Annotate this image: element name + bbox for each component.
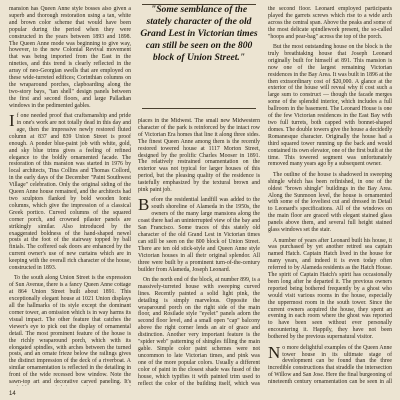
drop-cap-letter: I: [9, 111, 15, 131]
paragraph-text: f one needed proof that craftsmanship and pride in one's work are not totally dead in this day and age, then the impressive newly restored fluted column at 837 and 839 Union Street is proof enough. A ponder blue-paint job with white, gold, and sky blue trims gives a feeling of refined elegance to the boldly ornamented facade. The restoration of this mansion was started in 1976 by local architects, Tina Collins and Thomas Collord, in the early days of the December "Paint Southwest Village" celebration. Only the original siding of the Queen Anne house remained, and the architects had two sculptors flanked by bold wooden Ionic columns, which give the impression of a classical Greek portico. Curved columns of the squared corner porch, and crowned pilaster panels are strikingly similar. Also introduced by the exaggerated boldness of the hand-shaped newel posts at the foot of the stairway topped by ball finials. The coffered oak doors are enhanced by the current owner's use of new curtains which are in keeping with the overall rich character of the house, constructed in 1893.: [9, 113, 131, 272]
paragraph-dropcap: [9, 113, 131, 272]
paragraph-dropcap: [268, 342, 392, 386]
paragraph: On the north end of the block, at number 899, is a massively-turreted house with sweeping curved lines. Recently painted a solid light pink, the detailing is simply marvelous. Opposite the wraparound porch on the right side of the main floor, and Rosilade style "eyelet" panels adorn the second floor level, and a small open "cap" balcony above the right corner lends an air of grace and distinction. Another very important feature is the "spider web" patterning of shingles filling the main gable. Simple color paint schemes were not uncommon to late Victorian times, and pink was one of the more popular colors. Usually a different color of paint in the closest shade was fused of the house, which typifies it with painted trim used to reflect the color of the building itself, which was: [138, 276, 260, 386]
page-number: 14: [9, 391, 16, 397]
drop-cap-letter: N: [268, 342, 281, 362]
paragraph: mansion has Queen Anne style bosses also given a superb and thorough restoration using a tan, white and brown color scheme that would have been popular during the period when they were constructed in the years between 1893 and 1898. The Queen Anne mode was beginning to give way, however, to the new Colonial Revival movement that was being imported from the East in the nineties, and this trend is clearly reflected in the array of neo-Georgian swells that are employed on these wide-turreted edifices; Corinthian columns on the wraparound porches, clapboarding along the two-story bays, "tan shell" design panels between the first and second floors, and large Palladian windows in the pedimented gables.: [9, 6, 131, 109]
article-column-3: [268, 6, 392, 386]
paragraph-text: efore the residential landfill was added to the south shoreline of Alameda in the 1950s, the owners of the many large mansions along the coast there had an uninterrupted view of the bay and San Francisco. Some traces of this stately old character of the old Grand Lest in Victorian times can still be seen on the 800 block of Union Street. There are ten old stick-style and Queen Anne style Victorian houses in all their original splendor. All three were built by a prominent turn-of-the-century builder from Alameda, Joseph Leonard.: [138, 197, 260, 273]
paragraph: To the south along Union Street is the expression of Sun Avenue, there is a fancy Queen Anne cottage at 864 Union Street built about 1891. This exceptionally elegant house at 1021 Union displays all the hallmarks of its style except the dominant corner tower, an omission which is in way harms its visual impact. The other feature that catches the viewer's eye to pick out the display of ornamental detail. The most prominent feature of the house is the richly wraparound porch, which with its elongated spindles, with arches between the turned posts, and an ornate frieze below the railings gives the distinct impression of the deck of a riverboat. A similar ornamentation is reflected in the detailing in front of the wide recessed bow window. Note the sawn-top art and decorative carved paneling. It's: [9, 275, 131, 386]
paragraph-text: o more delightful examples of the Queen Anne tower house in its ultimate stage of development can be found than the three incredible constructions that straddle the intersection of Willow and San Jose. Here the final burgeoning of nineteenth century ornamentation can be seen in all: [268, 344, 392, 386]
paragraph: A number of years after Leonard built his house, it was purchased by yet another retired sea captain named Hatch. Captain Hatch lived in the house for many years, and indeed it is even today often referred to by Alameda residents as the Hatch House. The spirit of Captain Hatch's spirit has occasionally been long after he departed it. The previous owners reported being bothered frequently by a ghost who would visit various rooms in the house, especially the uppermost room in the south tower. Since the current owners acquired the house, they spent an evening in each room where the ghost was reported to have been seen without ever personally encountering it. Happily, they have not been bothered by the previous supernatural visitor.: [268, 237, 392, 341]
drop-cap-letter: B: [138, 195, 150, 215]
paragraph: places in the Midwest. The small new Midwestern character of the park is reinforced by the intact row of Victorian Era homes that line it along three sides. The finest Queen Anne among them is the recently restored towered house at 1117 Morton Street, designed by the prolific Charles Mooser in 1891. The relatively restrained ornamentation on the exterior was not typical for larger houses of this period, but the pleasing quality of the residence is tastefully emphasized by the textural brown and pink paint job.: [138, 118, 260, 194]
pull-quote-rule-bottom: [142, 108, 256, 109]
paragraph: the second floor. Leonard employed participants played the garrets screws which rise to a wide arch across the central span. Above the peaks and some of the most delicate spindlework present, the so-called "hoops and pear-bag" across the top of the porch.: [268, 6, 392, 40]
article-column-2: [138, 118, 260, 386]
paragraph: But the most outstanding house on the block is the truly breathtaking house that Joseph Leonard originally built for himself at 891. This mansion is now one of the largest remaining Victorian residences in the Bay Area. It was built in 1896 at the then extraordinary cost of $20,000. A glance at the exterior of the house will reveal why it cost such a large sum to construct — though the facade merges some of the splendid interior, which includes a full ballroom in the basement. The Leonard House is one of the few Victorian residences in the East Bay with two full turrets, both capped with bonnet-shaped domes. The double towers give the house a decidedly Romanesque character. Originally the house had a third squared tower running up the back and would contained its own elevator, one of the first built at the time. This towered segment was unfortunately removed many years ago by a subsequent owner.: [268, 44, 392, 168]
paragraph: The outline of the house is shadowed in sweeping shingle which has been refinished, in one of the oldest "brown shingle" buildings in the Bay Area. Along the Sunmoon level, the house is ornamented with some of the loveliest cut and dressed in Detail to Leonard's specifications. All of the windows on the main floor are graced with elegant stained glass panels above them, and several full height stained glass windows set the stair.: [268, 171, 392, 234]
article-column-1: [9, 6, 131, 386]
pull-quote: "Some semblance of the stately character of the old Grand Lest in Victorian times can still be seen on the 800 block of Union Street.": [140, 4, 258, 63]
paragraph-dropcap: [138, 197, 260, 273]
